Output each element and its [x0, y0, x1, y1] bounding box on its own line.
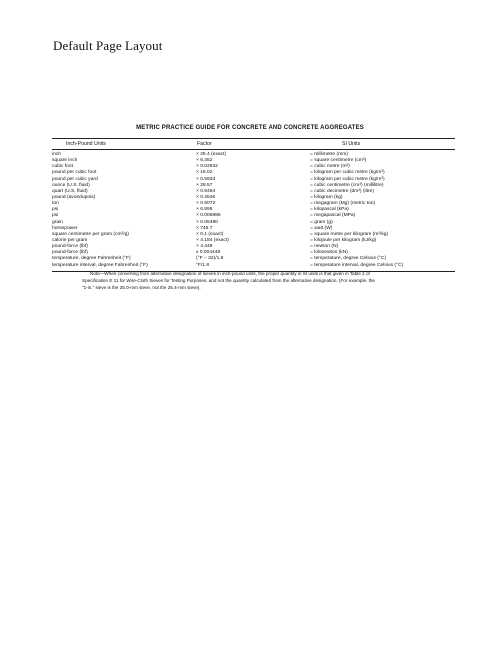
si-unit-cell: = temperature, degree Celsius (°C)	[310, 256, 387, 262]
si-unit-cell: = kilojoule per kilogram (kJ/kg)	[310, 237, 377, 243]
factor-cell: × 16.02	[196, 170, 213, 176]
table-body	[52, 150, 455, 271]
inch-pound-unit-cell: cubic foot	[52, 164, 73, 170]
inch-pound-unit-cell: psi	[52, 213, 59, 219]
page-heading: Default Page Layout	[53, 38, 163, 53]
header-inch-pound: Inch-Pound Units	[66, 141, 106, 147]
si-unit-cell: = megagram (Mg) (metric ton)	[310, 201, 376, 207]
factor-cell: °F/1.8	[196, 262, 210, 268]
factor-cell: × 4.184 (exact)	[196, 237, 229, 243]
document-title: METRIC PRACTICE GUIDE FOR CONCRETE AND CONCRETE AGGREGATES	[136, 125, 364, 131]
factor-cell: × 25.4 (exact)	[196, 152, 227, 157]
si-unit-cell: = kilonewton (kN)	[310, 250, 348, 256]
factor-cell: × 0.02832	[196, 164, 218, 170]
inch-pound-unit-cell: temperature interval, degree Fahrenheit (°F)	[52, 262, 148, 268]
inch-pound-unit-cell: pound (avoirdupois)	[52, 194, 96, 200]
factor-cell: × 6.452	[196, 158, 213, 164]
si-unit-cell: = gram (g)	[310, 219, 333, 225]
factor-cell: (°F − 32)/1.8	[196, 256, 224, 262]
table-header	[52, 139, 455, 149]
conversion-table	[52, 138, 455, 272]
factor-cell: × 0.006895	[196, 213, 221, 219]
factor-cell: x 0.004448	[196, 250, 221, 256]
inch-pound-unit-cell: square centimetre per gram (cm²/g)	[52, 231, 129, 237]
factor-cell: × 0.9464	[196, 188, 216, 194]
factor-cell: × 0.4536	[196, 194, 216, 200]
inch-pound-unit-cell: pound per cubic yard	[52, 176, 98, 182]
si-unit-cell: = cubic decimetre (dm³) (litre)	[310, 188, 374, 194]
factor-cell: × 0.1 (exact)	[196, 231, 224, 237]
si-unit-cell: = megapascal (MPa)	[310, 213, 356, 219]
note-line: Note—When converting from alternative designation of sieves in inch-pound units, the proper quantity in SI units is that given in Table 1 of	[90, 271, 370, 276]
inch-pound-unit-cell: temperature, degree Fahrenheit (°F)	[52, 256, 131, 262]
inch-pound-unit-cell: pound-force (lbf)	[52, 250, 88, 256]
si-unit-cell: = cubic centimetre (cm³) (millilitre)	[310, 182, 384, 188]
factor-cell: × 29.57	[196, 182, 213, 188]
si-unit-cell: = kilogram per cubic metre (kg/m³)	[310, 176, 385, 182]
factor-cell: × 6.895	[196, 207, 213, 213]
inch-pound-unit-cell: quart (U.S. fluid)	[52, 188, 88, 194]
factor-cell: × 0.9072	[196, 201, 216, 207]
si-unit-cell: = square centimetre (cm²)	[310, 158, 367, 164]
header-factor: Factor	[197, 141, 212, 147]
table-row	[52, 263, 455, 269]
inch-pound-unit-cell: ton	[52, 201, 59, 207]
inch-pound-unit-cell: pound-force (lbf)	[52, 244, 88, 250]
si-unit-cell: = cubic metre (m³)	[310, 164, 350, 170]
inch-pound-unit-cell: grain	[52, 219, 63, 225]
si-unit-cell: = newton (N)	[310, 244, 339, 250]
factor-cell: × 0.5933	[196, 176, 216, 182]
inch-pound-unit-cell: square inch	[52, 158, 78, 164]
note-line: "1-in." sieve is the 25.0-mm sieve, not the 25.4-mm sieve).	[82, 285, 201, 290]
inch-pound-unit-cell: psi	[52, 207, 59, 213]
header-si-units: SI Units	[342, 141, 361, 147]
si-unit-cell: = watt (W)	[310, 225, 333, 231]
conversion-note	[82, 270, 462, 291]
si-unit-cell: = kilogram (kg)	[310, 194, 343, 200]
inch-pound-unit-cell: inch	[52, 152, 61, 157]
factor-cell: × 4.448	[196, 244, 213, 250]
inch-pound-unit-cell: horsepower	[52, 225, 78, 231]
note-line: Specification E 11 for Wire-Cloth Sieves for Testing Purposes, and not the quantity calculated from the alternative designation. (For example, the	[82, 278, 375, 283]
si-unit-cell: = temperature interval, degree Celsius (°C)	[310, 262, 404, 268]
inch-pound-unit-cell: calorie per gram	[52, 237, 88, 243]
factor-cell: × 745.7	[196, 225, 213, 231]
si-unit-cell: = square metre per kilogram (m²/kg)	[310, 231, 389, 237]
si-unit-cell: = kilogram per cubic metre (kg/m³)	[310, 170, 385, 176]
si-unit-cell: = millimetre (mm)	[310, 152, 348, 157]
si-unit-cell: = kilopascal (kPa)	[310, 207, 349, 213]
inch-pound-unit-cell: ounce (U.S. fluid)	[52, 182, 90, 188]
inch-pound-unit-cell: pound per cubic foot	[52, 170, 97, 176]
factor-cell: × 0.06480	[196, 219, 218, 225]
